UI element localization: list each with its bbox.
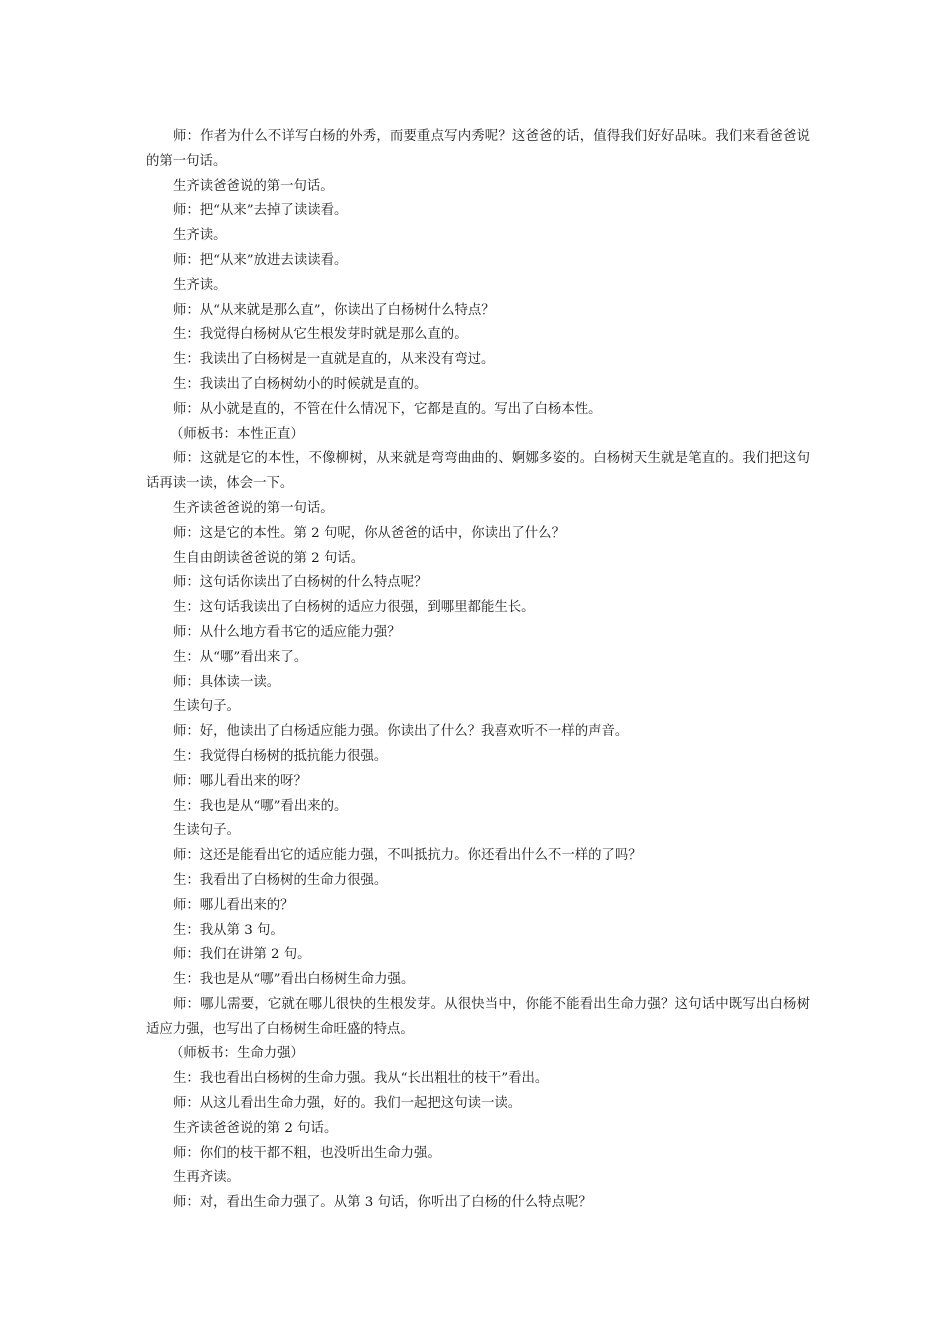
paragraph: 师：从什么地方看书它的适应能力强？ xyxy=(173,624,401,640)
paragraph: 生：我也看出白杨树的生命力强。我从“长出粗壮的枝干”看出。 xyxy=(173,1071,549,1087)
board-note: （师板书：生命力强） xyxy=(170,1046,304,1062)
paragraph: 师：哪儿需要，它就在哪儿很快的生根发芽。从很快当中，你能不能看出生命力强？这句话中既写出白杨树适应力强，也写出了白杨树生命旺盛的特点。 xyxy=(146,996,810,1037)
paragraph: 生：这句话我读出了白杨树的适应力很强，到哪里都能生长。 xyxy=(173,600,535,616)
paragraph: 师：哪儿看出来的？ xyxy=(173,897,294,913)
paragraph: 生齐读。 xyxy=(173,277,227,293)
paragraph: 生：我读出了白杨树是一直就是直的，从来没有弯过。 xyxy=(173,352,495,368)
paragraph: 生齐读爸爸说的第一句话。 xyxy=(173,178,334,194)
paragraph: 师：从小就是直的，不管在什么情况下，它都是直的。写出了白杨本性。 xyxy=(173,401,602,417)
paragraph: 生：从“哪”看出来了。 xyxy=(173,649,308,665)
paragraph: 生：我从第 3 句。 xyxy=(173,922,284,938)
paragraph: 师：这是它的本性。第 2 句呢，你从爸爸的话中，你读出了什么？ xyxy=(173,525,565,541)
paragraph: 生：我觉得白杨树从它生根发芽时就是那么直的。 xyxy=(173,327,468,343)
paragraph: 师：把“从来”放进去读读看。 xyxy=(173,252,348,268)
paragraph: 生：我觉得白杨树的抵抗能力很强。 xyxy=(173,748,388,764)
paragraph: 师：这句话你读出了白杨树的什么特点呢？ xyxy=(173,575,428,591)
paragraph: 师：对，看出生命力强了。从第 3 句话，你听出了白杨的什么特点呢？ xyxy=(173,1195,592,1211)
paragraph: 师：作者为什么不详写白杨的外秀，而要重点写内秀呢？这爸爸的话，值得我们好好品味。我们来看爸爸说的第一句话。 xyxy=(146,129,810,169)
document-body xyxy=(146,125,810,1216)
paragraph: 师：好，他读出了白杨适应能力强。你读出了什么？我喜欢听不一样的声音。 xyxy=(173,724,629,740)
paragraph: 生：我读出了白杨树幼小的时候就是直的。 xyxy=(173,376,428,392)
paragraph: 师：把“从来”去掉了读读看。 xyxy=(173,203,348,219)
paragraph: 生读句子。 xyxy=(173,699,240,715)
paragraph: 生：我看出了白杨树的生命力很强。 xyxy=(173,872,388,888)
paragraph: 师：这就是它的本性，不像柳树，从来就是弯弯曲曲的、婀娜多姿的。白杨树天生就是笔直的。我们把这句话再读一读，体会一下。 xyxy=(146,451,810,492)
paragraph: 生：我也是从“哪”看出来的。 xyxy=(173,798,348,814)
paragraph: 师：哪儿看出来的呀？ xyxy=(173,773,307,789)
paragraph: 师：我们在讲第 2 句。 xyxy=(173,947,311,963)
paragraph: 生读句子。 xyxy=(173,823,240,839)
paragraph: 师：从“从来就是那么直”，你读出了白杨树什么特点？ xyxy=(173,302,495,318)
paragraph: 师：具体读一读。 xyxy=(173,674,281,690)
paragraph: 师：从这儿看出生命力强，好的。我们一起把这句读一读。 xyxy=(173,1096,522,1112)
paragraph: 生齐读。 xyxy=(173,228,227,244)
paragraph: 师：这还是能看出它的适应能力强，不叫抵抗力。你还看出什么不一样的了吗？ xyxy=(173,848,642,864)
paragraph: 生再齐读。 xyxy=(173,1170,240,1186)
paragraph: 生齐读爸爸说的第 2 句话。 xyxy=(173,1120,338,1136)
paragraph: 生：我也是从“哪”看出白杨树生命力强。 xyxy=(173,972,415,988)
paragraph: 生齐读爸爸说的第一句话。 xyxy=(173,500,334,516)
paragraph: 师：你们的枝干都不粗，也没听出生命力强。 xyxy=(173,1145,441,1161)
paragraph: 生自由朗读爸爸说的第 2 句话。 xyxy=(173,550,365,566)
board-note: （师板书：本性正直） xyxy=(170,426,304,442)
